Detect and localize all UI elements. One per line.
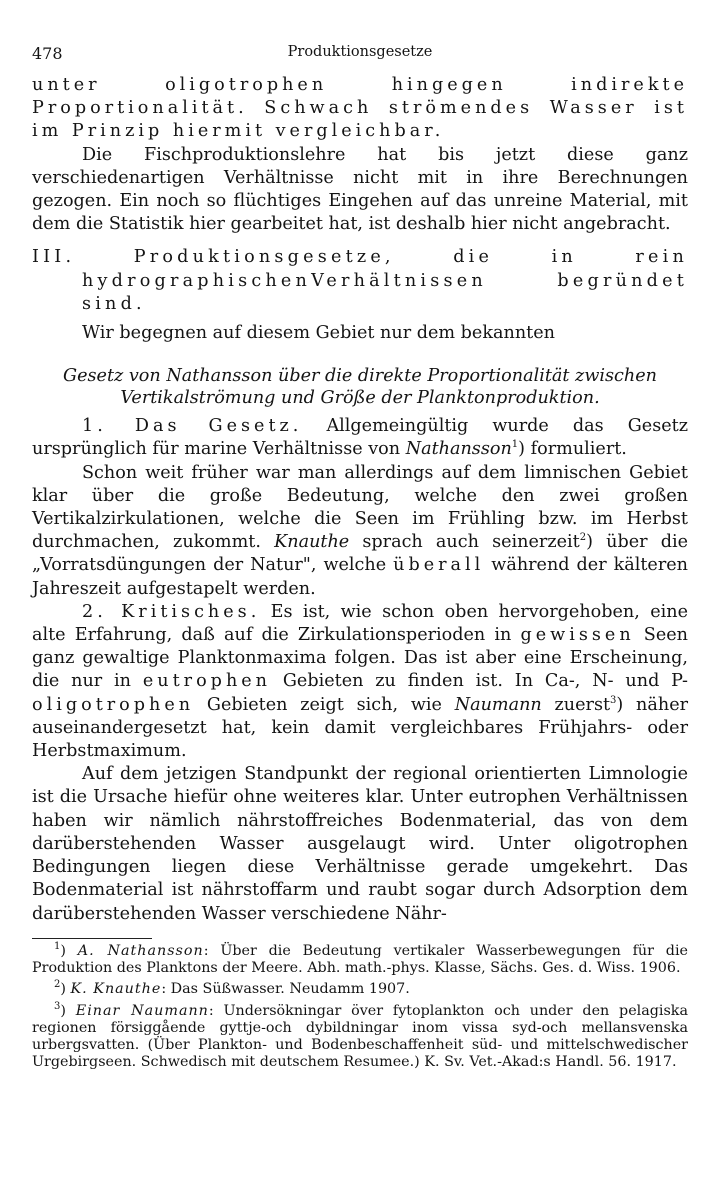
- footnote-text: : Über die Bedeutung vertikaler Wasserbewegungen für die Produktion des Planktons der Meere. Abh. math.-phys. Klasse, Sächs. Ges. d. Wiss. 1906.: [32, 942, 688, 976]
- footnote-1: $^1$) A. Nathansson: Über die Bedeutung vertikaler Wasserbewegungen für die Produktion des Planktons der Meere. Abh. math.-phys. Klasse, Sächs. Ges. d. Wiss. 1906.: [32, 940, 688, 976]
- text: während der kälteren Jahreszeit aufgestapelt werden.: [32, 555, 688, 599]
- emphasis: oligotrophen: [32, 694, 195, 715]
- emphasis: eutrophen: [142, 671, 272, 692]
- paragraph-fish-production: Die Fischproduktionslehre hat bis jetzt diese ganz verschiedenartigen Verhältnisse nicht mit in ihre Berechnungen gezogen. Ein noch so flüchtiges Eingehen auf das unreine Material, mit dem die Statistik hier gearbeitet hat, ist deshalb hier nicht angebracht.: [32, 144, 688, 235]
- text: ) näher auseinandergesetzt hat, kein damit vergleichbares Frühjahrs- oder Herbstmaximum.: [32, 694, 689, 762]
- page-number: 478: [32, 44, 63, 63]
- body-text: [32, 74, 688, 926]
- footnote-author: Einar Naumann: [75, 1002, 209, 1019]
- paragraph-law: [32, 415, 688, 461]
- section-heading-iii: III. Produktionsgesetze, die in rein hydrographischenVerhältnissen begründet sind.: [32, 247, 688, 314]
- footnote-3: $^3$) Einar Naumann: Undersökningar över fytoplankton och under den pelagiska regionen försiggående gyttje-och dybildningar inom vissa syd-och mellansvenska urbergsvatten. (Über Plankton- und Bodenbeschaffenheit süd- und mittelschwedischer Urgebirgseen. Schwedisch mit deutschem Resumee.) K. Sv. Vet.-Akad:s Handl. 56. 1917.: [32, 1000, 688, 1071]
- paragraph-history: [32, 462, 688, 601]
- running-head: Produktionsgesetze: [287, 44, 433, 60]
- text: sprach auch seinerzeit: [362, 532, 580, 553]
- author-name: Knauthe: [274, 532, 350, 553]
- text: Allgemeingültig wurde das Gesetz ursprünglich für marine Verhältnisse von: [32, 416, 688, 460]
- text: Schon weit früher war man allerdings auf dem limnischen Gebiet klar über die große Bedeutung, welche den zwei großen Vertikalzirkulationen, welche die Seen im Frühling bzw. im Herbst durchmachen, zukommt.: [32, 462, 688, 553]
- footnote-2: $^2$) K. Knauthe: Das Süßwasser. Neudamm 1907.: [54, 979, 410, 998]
- footnote-mark: 2: [54, 979, 61, 991]
- subsection-label-1: 1. Das Gesetz.: [82, 416, 303, 437]
- paragraph-continuation: unter oligotrophen hingegen indirekte Proportionalität. Schwach strömendes Wasser ist im Prinzip hiermit vergleichbar.: [32, 75, 688, 142]
- subheading-law: [32, 365, 688, 409]
- footnote-ref: 1: [511, 439, 519, 451]
- subsection-label-2: 2. Kritisches.: [82, 601, 261, 622]
- footnote-text: : Undersökningar över fytoplankton och under den pelagiska regionen försiggående gyttje-och dybildningar inom vissa syd-och mellansvenska urbergsvatten. (Über Plankton- und Bodenbeschaffenheit süd- und mittelschwedischer Urgebirgseen. Schwedisch mit deutschem Resumee.) K. Sv. Vet.-Akad:s Handl. 56. 1917.: [32, 1002, 688, 1071]
- footnote-ref: 3: [610, 694, 617, 706]
- text: ) formuliert.: [518, 439, 627, 460]
- text: ) über die „Vorratsdüngungen der Natur", welche: [32, 532, 688, 576]
- subheading-line-2: Vertikalströmung und Größe der Planktonproduktion.: [120, 388, 600, 409]
- paragraph-limnology: Auf dem jetzigen Standpunkt der regional orientierten Limnologie ist die Ursache hiefür ohne weiteres klar. Unter eutrophen Verhältnissen haben wir nämlich nährstoffreiches Bodenmaterial, das von dem darüberstehenden Wasser ausgelaugt wird. Unter oligotrophen Bedingungen liegen diese Verhältnisse gerade umgekehrt. Das Bodenmaterial ist nährstoffarm und raubt sogar durch Adsorption dem darüberstehenden Wasser verschiedene Nähr-: [32, 764, 688, 924]
- text: Gebieten zeigt sich, wie: [206, 694, 442, 715]
- footnote-ref: 2: [579, 532, 587, 544]
- paragraph-intro: Wir begegnen auf diesem Gebiet nur dem bekannten: [82, 323, 555, 344]
- footnote-author: K. Knauthe: [70, 981, 162, 998]
- subheading-line-1: Gesetz von Nathansson über die direkte Proportionalität zwischen: [63, 366, 657, 387]
- author-name: Nathansson: [405, 439, 512, 460]
- page-header: [32, 44, 688, 74]
- text: Gebieten zu finden ist. In Ca-, N- und P-: [282, 671, 688, 692]
- footnote-mark: 1: [54, 940, 61, 952]
- footnotes: [32, 940, 688, 1072]
- text: Seen ganz gewaltige Planktonmaxima folgen. Das ist aber eine Erscheinung, die nur in: [32, 625, 689, 692]
- text: zuerst: [554, 694, 611, 715]
- footnote-mark: 3: [54, 1000, 61, 1012]
- paragraph-critical: [32, 601, 688, 763]
- footnote-text: : Das Süßwasser. Neudamm 1907.: [161, 981, 410, 998]
- text: Es ist, wie schon oben hervorgehoben, eine alte Erfahrung, daß auf die Zirkulationsperioden in: [32, 601, 688, 646]
- emphasis: überall: [393, 555, 485, 576]
- footnote-divider: [32, 938, 152, 939]
- author-name: Naumann: [454, 694, 542, 715]
- footnote-author: A. Nathansson: [77, 942, 204, 959]
- emphasis: gewissen: [520, 625, 635, 646]
